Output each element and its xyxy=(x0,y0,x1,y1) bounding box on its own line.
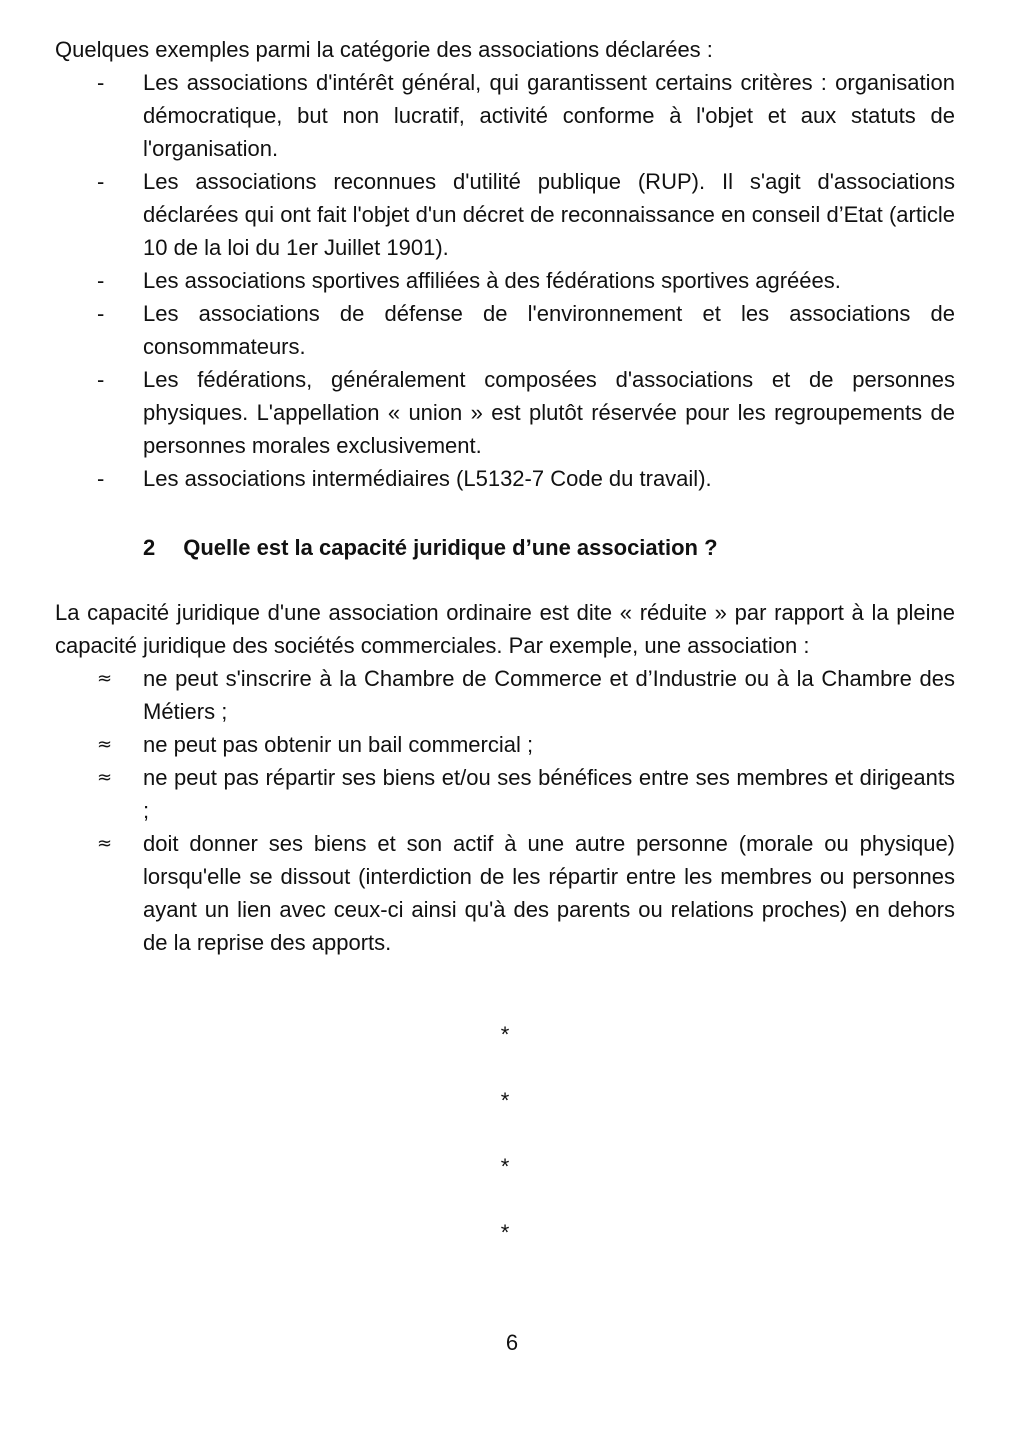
list-item: - Les associations de défense de l'environnement et les associations de consommateurs. xyxy=(55,297,955,363)
capacity-paragraph: La capacité juridique d'une association ordinaire est dite « réduite » par rapport à la pleine capacité juridique des sociétés commerciales. Par exemple, une association : xyxy=(55,600,955,658)
intro-paragraph: Quelques exemples parmi la catégorie des associations déclarées : xyxy=(55,37,713,62)
page-number: 6 xyxy=(505,1330,519,1355)
approx-bullet-icon: ≈ xyxy=(97,767,113,788)
document-body xyxy=(55,33,955,959)
list-item: - Les associations reconnues d'utilité publique (RUP). Il s'agit d'associations déclarées qui ont fait l'objet d'un décret de reconnaissance en conseil d’Etat (article 10 de la loi du 1er Juillet 1901). xyxy=(55,165,955,264)
separator-stars xyxy=(55,1018,955,1249)
separator-star: * xyxy=(500,1022,510,1047)
dash-bullet: - xyxy=(97,268,105,293)
list-item: - Les associations sportives affiliées à des fédérations sportives agréées. xyxy=(55,264,955,297)
approx-bullet-icon: ≈ xyxy=(97,734,113,755)
dash-bullet: - xyxy=(97,466,105,491)
capacity-list xyxy=(55,662,955,959)
separator-star: * xyxy=(500,1154,510,1179)
approx-bullet-icon: ≈ xyxy=(97,833,113,854)
section-number: 2 xyxy=(143,535,156,560)
list-item: - Les associations d'intérêt général, qui garantissent certains critères : organisation démocratique, but non lucratif, activité conforme à l'objet et aux statuts de l'organisation. xyxy=(55,66,955,165)
separator-star: * xyxy=(500,1088,510,1113)
section-heading xyxy=(143,531,955,564)
dash-bullet: - xyxy=(97,367,105,392)
list-item: ≈ ne peut s'inscrire à la Chambre de Commerce et d’Industrie ou à la Chambre des Métiers ; xyxy=(55,662,955,728)
examples-list xyxy=(55,66,955,495)
list-item: ≈ ne peut pas répartir ses biens et/ou ses bénéfices entre ses membres et dirigeants ; xyxy=(55,761,955,827)
dash-bullet: - xyxy=(97,70,105,95)
dash-bullet: - xyxy=(97,169,105,194)
separator-star: * xyxy=(500,1220,510,1245)
list-item: - Les fédérations, généralement composées d'associations et de personnes physiques. L'appellation « union » est plutôt réservée pour les regroupements de personnes morales exclusivement. xyxy=(55,363,955,462)
dash-bullet: - xyxy=(97,301,105,326)
approx-bullet-icon: ≈ xyxy=(97,668,113,689)
section-title: Quelle est la capacité juridique d’une association ? xyxy=(183,535,718,560)
list-item: ≈ ne peut pas obtenir un bail commercial ; xyxy=(55,728,955,761)
list-item: - Les associations intermédiaires (L5132-7 Code du travail). xyxy=(55,462,955,495)
list-item: ≈ doit donner ses biens et son actif à une autre personne (morale ou physique) lorsqu'elle se dissout (interdiction de les répartir entre les membres ou personnes ayant un lien avec ceux-ci ainsi qu'à des parents ou relations proches) en dehors de la reprise des apports. xyxy=(55,827,955,959)
